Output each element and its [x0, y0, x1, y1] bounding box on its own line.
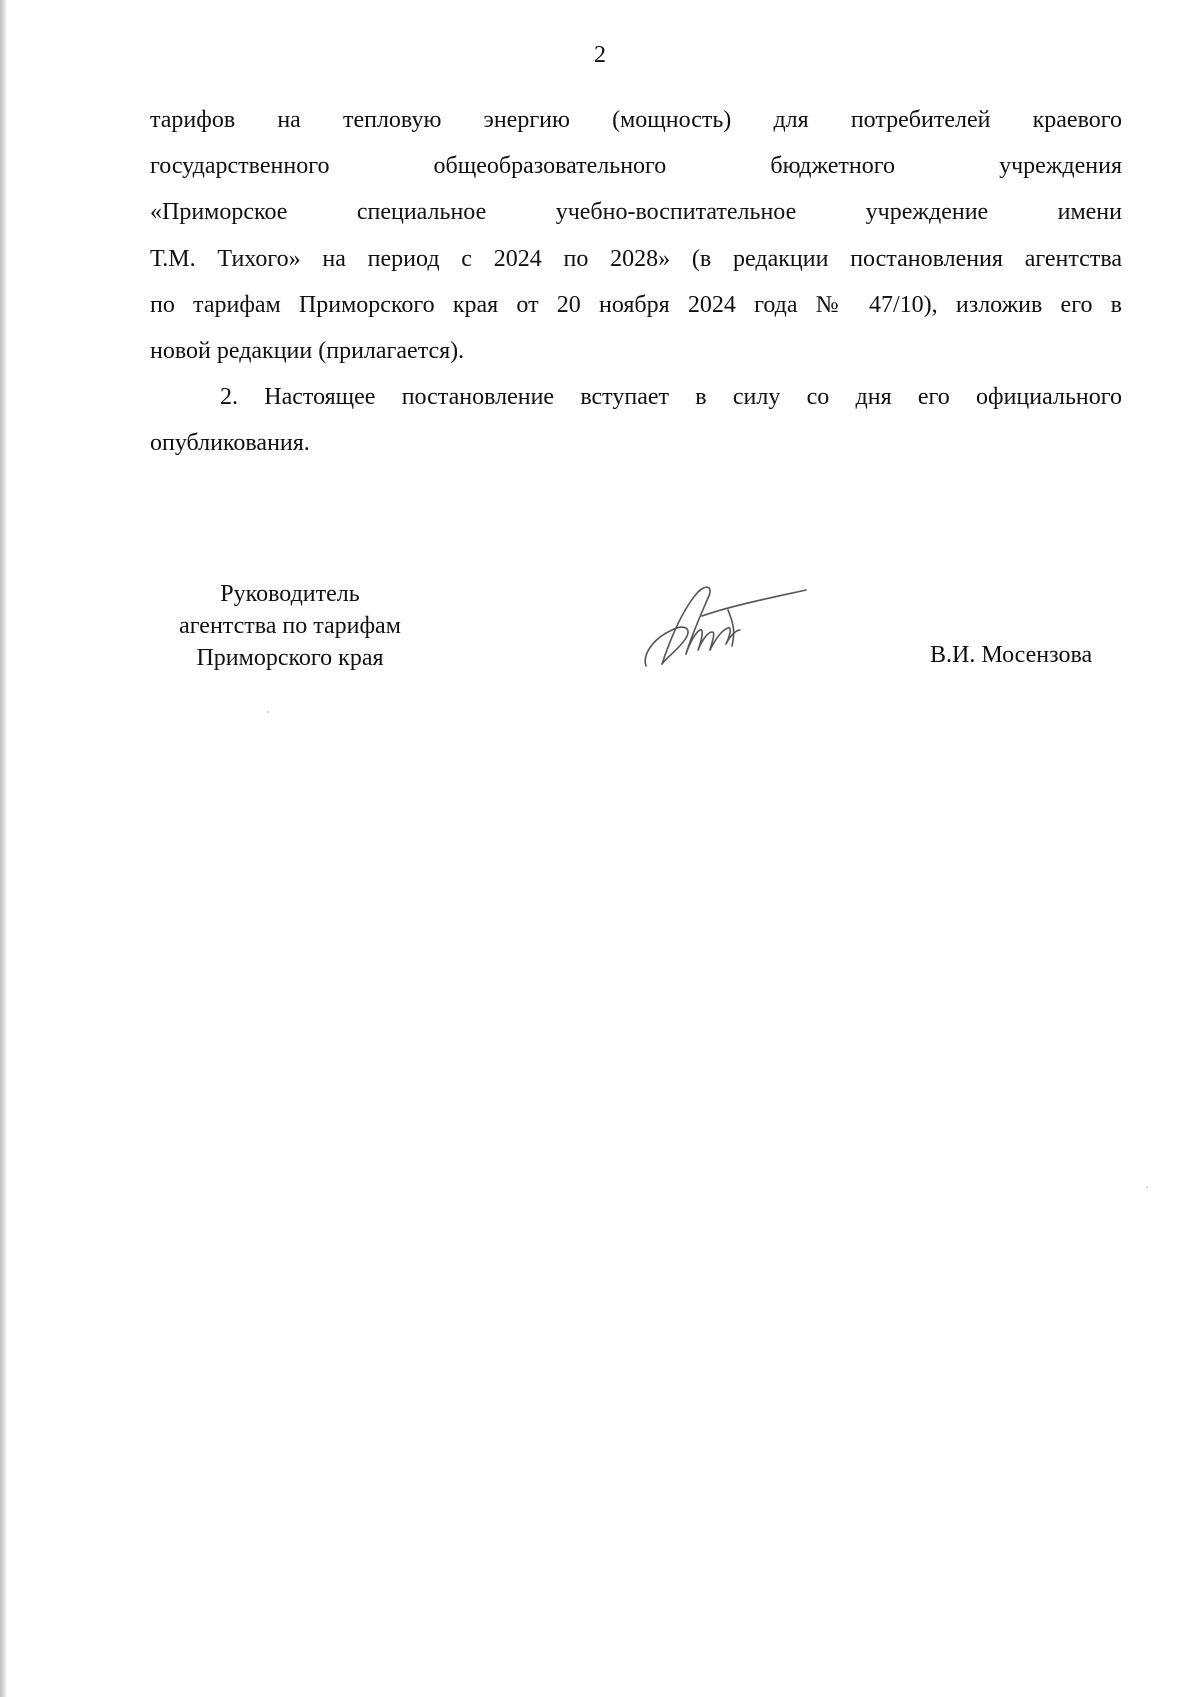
scan-speck [267, 711, 269, 713]
scan-speck [1146, 1186, 1148, 1188]
body-line: новой редакции (прилагается). [150, 338, 465, 365]
body-line: Т.М. Тихого» на период с 2024 по 2028» (в редакции постановления агентства [150, 245, 1122, 272]
body-line: «Приморское специальное учебно-воспитательное учреждение имени [150, 199, 1122, 226]
signer-position [140, 578, 440, 674]
body-line: тарифов на тепловую энергию (мощность) для потребителей краевого [150, 107, 1122, 133]
body-line: по тарифам Приморского края от 20 ноября 2024 года № 47/10), изложив его в [150, 291, 1122, 318]
signer-position-line: Руководитель [220, 581, 360, 607]
body-text [150, 97, 1122, 467]
signer-position-line: Приморского края [196, 645, 384, 671]
page-number: 2 [594, 42, 606, 68]
body-line: опубликования. [150, 430, 310, 457]
signer-position-line: агентства по тарифам [179, 613, 401, 639]
signer-name: В.И. Мосензова [930, 642, 1093, 668]
paragraph-2-line: 2. Настоящее постановление вступает в силу со дня его официального [220, 384, 1122, 411]
page-edge [0, 0, 6, 1697]
handwritten-signature-icon [640, 580, 810, 675]
body-line: государственного общеобразовательного бюджетного учреждения [150, 153, 1122, 180]
